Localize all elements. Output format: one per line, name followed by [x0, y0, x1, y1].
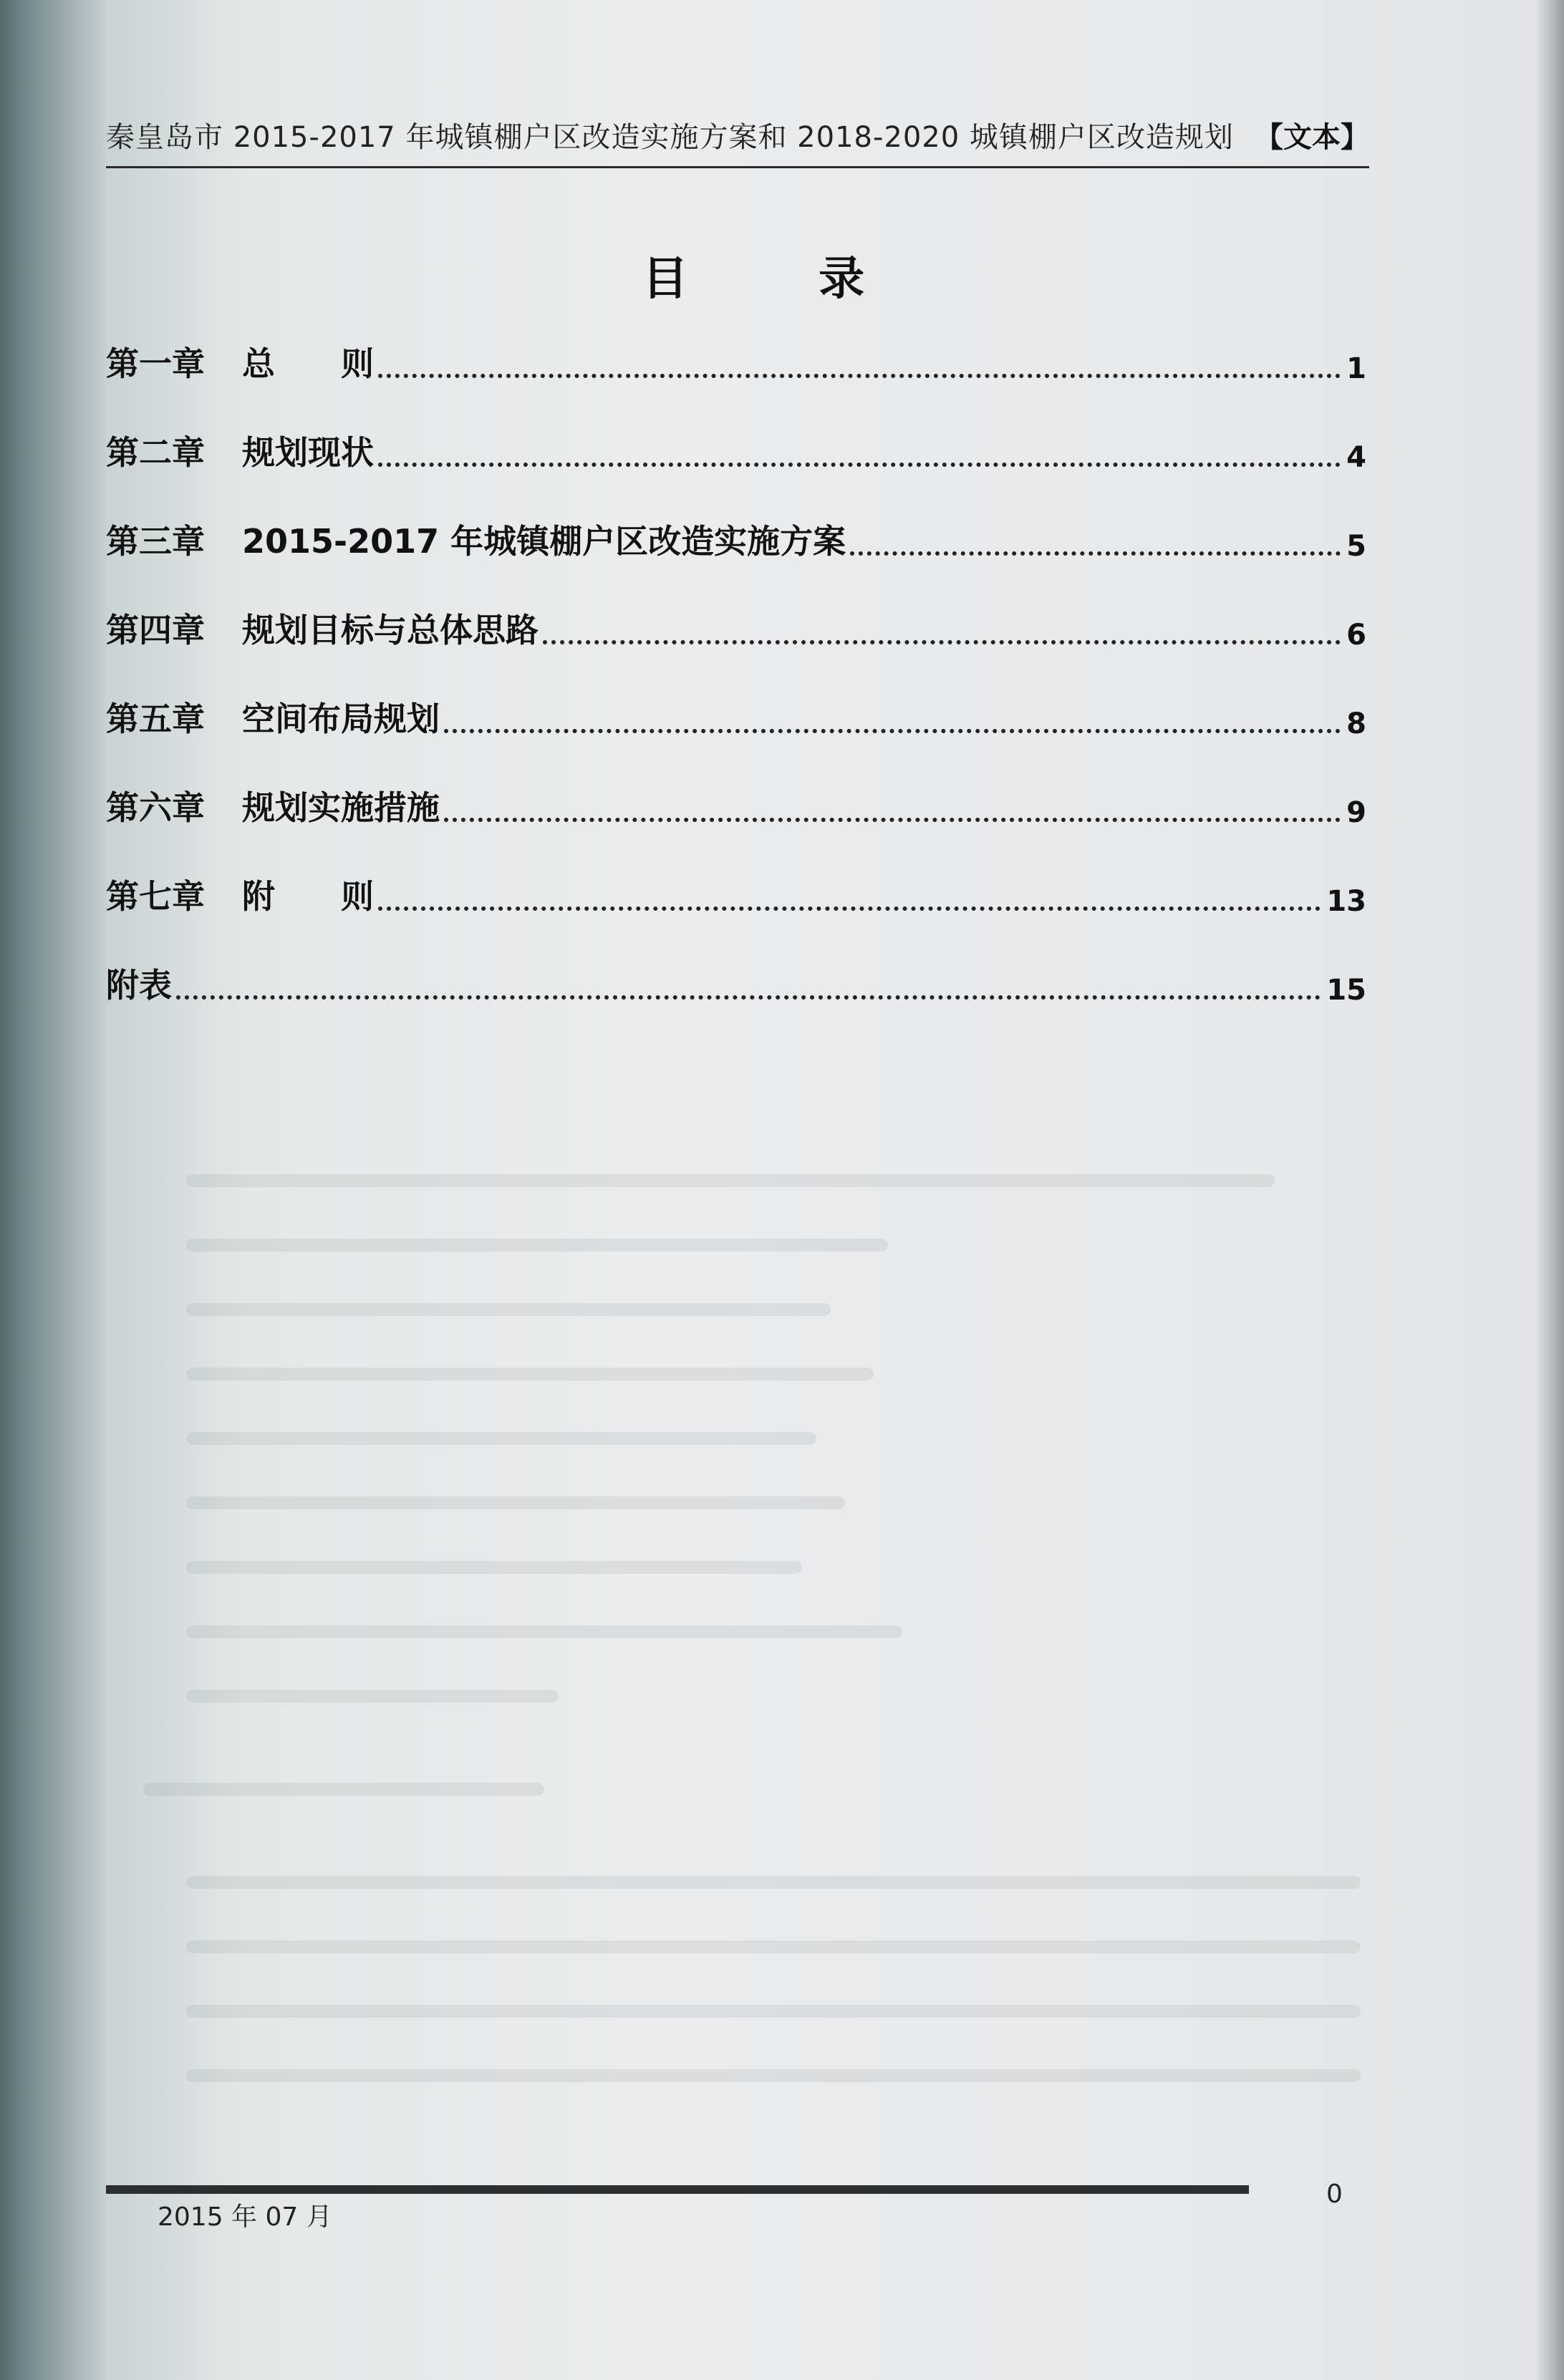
toc-page-number: 5 [1346, 530, 1366, 563]
toc-entry[interactable] [106, 779, 1366, 829]
toc-name: 空间布局规划 [242, 700, 440, 738]
show-through-shadow [186, 1432, 816, 1445]
toc-chapter: 第二章 [106, 433, 205, 472]
toc-leader-dots [378, 906, 1321, 911]
toc-entry-appendix[interactable] [106, 957, 1366, 1007]
page-edge-shadow [1535, 0, 1564, 2380]
show-through-shadow [186, 1368, 874, 1380]
toc-leader-dots [444, 729, 1341, 733]
toc-leader-dots [850, 551, 1341, 556]
toc-leader-dots [176, 995, 1321, 1000]
toc-entry[interactable] [106, 513, 1366, 563]
header-title: 秦皇岛市 2015-2017 年城镇棚户区改造实施方案和 2018-2020 城镇棚户区改造规划 [106, 121, 1234, 154]
show-through-shadow [186, 2069, 1361, 2082]
toc-chapter: 第一章 [106, 344, 205, 383]
show-through-shadow [186, 1174, 1275, 1187]
toc-title: 目 录 [642, 253, 922, 306]
toc-entry[interactable] [106, 690, 1366, 740]
toc-entry[interactable] [106, 424, 1366, 474]
toc-name: 2015-2017 年城镇棚户区改造实施方案 [242, 522, 846, 561]
toc-leader-dots [378, 463, 1341, 467]
toc-page-number: 4 [1346, 441, 1366, 474]
toc-name: 总 则 [242, 344, 374, 383]
toc-entry[interactable] [106, 868, 1366, 918]
toc-entry[interactable] [106, 601, 1366, 652]
toc-chapter: 第五章 [106, 700, 205, 738]
toc-chapter: 第三章 [106, 522, 205, 561]
footer-date: 2015 年 07 月 [158, 2202, 332, 2232]
footer-page-number: 0 [1326, 2180, 1343, 2209]
toc-name: 附 则 [242, 877, 374, 916]
toc-leader-dots [378, 374, 1341, 378]
toc-name: 规划目标与总体思路 [242, 611, 539, 649]
toc-leader-dots [543, 640, 1341, 644]
show-through-shadow [186, 1239, 888, 1252]
show-through-shadow [186, 1496, 845, 1509]
toc-chapter: 第四章 [106, 611, 205, 649]
show-through-shadow [186, 1303, 831, 1316]
show-through-shadow [186, 1561, 802, 1574]
footer-rule [106, 2185, 1249, 2194]
toc-page-number: 9 [1346, 796, 1366, 829]
toc-name: 规划现状 [242, 433, 374, 472]
show-through-shadow [186, 2005, 1361, 2018]
header-tag: 【文本】 [1255, 121, 1369, 154]
toc-name: 规划实施措施 [242, 788, 440, 827]
toc-page-number: 15 [1326, 974, 1366, 1007]
toc-entry[interactable] [106, 335, 1366, 385]
show-through-shadow [186, 1940, 1361, 1953]
toc-leader-dots [444, 818, 1341, 822]
show-through-shadow [186, 1625, 902, 1638]
show-through-shadow [186, 1690, 559, 1703]
running-header [106, 115, 1369, 168]
toc-page-number: 13 [1326, 885, 1366, 918]
toc-page-number: 6 [1346, 619, 1366, 652]
show-through-shadow [186, 1876, 1361, 1889]
toc-chapter: 第七章 [106, 877, 205, 916]
toc-chapter: 第六章 [106, 788, 205, 827]
toc-page-number: 1 [1346, 352, 1366, 385]
show-through-shadow [143, 1783, 544, 1796]
toc-page-number: 8 [1346, 707, 1366, 740]
toc-chapter: 附表 [106, 966, 172, 1005]
